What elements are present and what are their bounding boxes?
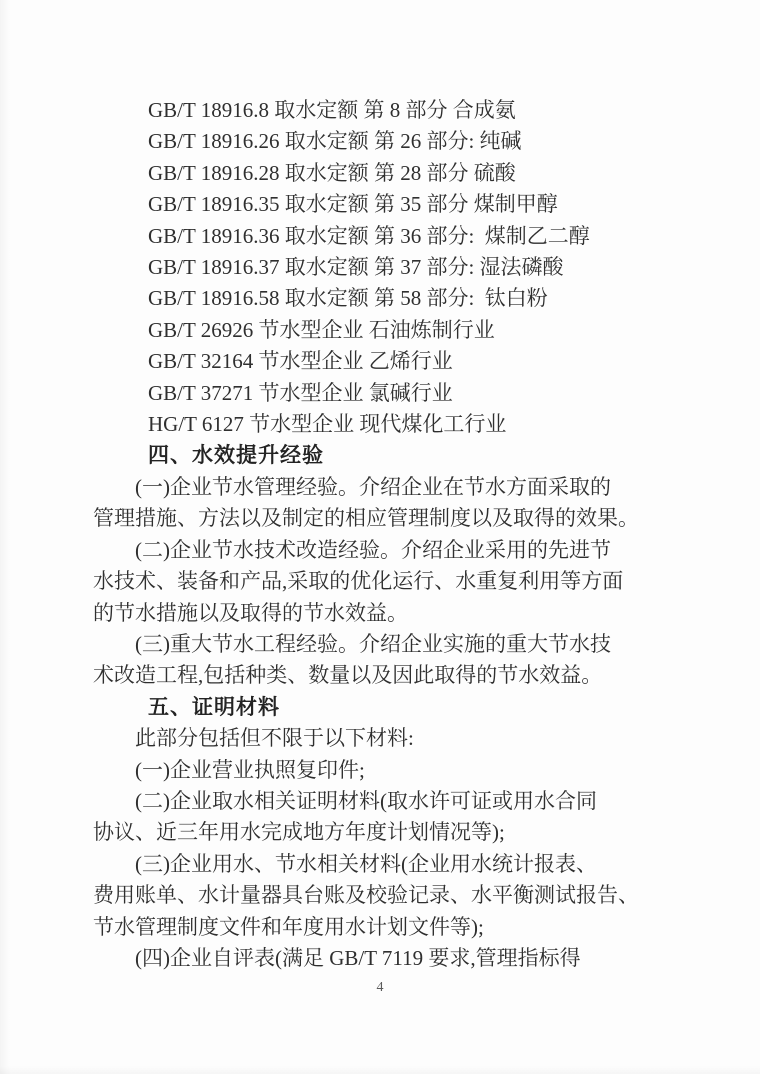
paragraph-line: 管理措施、方法以及制定的相应管理制度以及取得的效果。: [93, 506, 639, 531]
paragraph-line: 的节水措施以及取得的节水效益。: [93, 600, 408, 625]
paragraph-line: (三)企业用水、节水相关材料(企业用水统计报表、: [135, 851, 597, 876]
paragraph-line: 水技术、装备和产品,采取的优化运行、水重复利用等方面: [93, 569, 624, 594]
standard-line: HG/T 6127 节水型企业 现代煤化工行业: [148, 412, 507, 437]
standard-line: GB/T 18916.28 取水定额 第 28 部分 硫酸: [148, 160, 516, 185]
paragraph-line: 费用账单、水计量器具台账及校验记录、水平衡测试报告、: [93, 883, 639, 908]
standard-line: GB/T 18916.58 取水定额 第 58 部分: 钛白粉: [148, 286, 548, 311]
page-number: 4: [376, 980, 384, 995]
paragraph-line: (二)企业取水相关证明材料(取水许可证或用水合同: [135, 788, 597, 813]
section-heading: 五、证明材料: [148, 695, 280, 719]
paragraph-line: 此部分包括但不限于以下材料:: [135, 726, 414, 751]
paragraph-line: 节水管理制度文件和年度用水计划文件等);: [93, 914, 484, 939]
paragraph-line: (一)企业节水管理经验。介绍企业在节水方面采取的: [135, 474, 611, 499]
standard-line: GB/T 18916.8 取水定额 第 8 部分 合成氨: [148, 98, 516, 122]
standard-line: GB/T 26926 节水型企业 石油炼制行业: [148, 317, 495, 342]
paragraph-line: 协议、近三年用水完成地方年度计划情况等);: [93, 820, 505, 845]
section-heading: 四、水效提升经验: [148, 444, 324, 468]
standard-line: GB/T 18916.36 取水定额 第 36 部分: 煤制乙二醇: [148, 223, 590, 248]
standard-line: GB/T 18916.26 取水定额 第 26 部分: 纯碱: [148, 129, 522, 154]
standard-line: GB/T 18916.37 取水定额 第 37 部分: 湿法磷酸: [148, 255, 564, 280]
standard-line: GB/T 37271 节水型企业 氯碱行业: [148, 380, 453, 405]
standard-line: GB/T 32164 节水型企业 乙烯行业: [148, 349, 453, 374]
paragraph-line: (四)企业自评表(满足 GB/T 7119 要求,管理指标得: [135, 945, 581, 970]
paragraph-line: 术改造工程,包括种类、数量以及因此取得的节水效益。: [93, 663, 603, 688]
standard-line: GB/T 18916.35 取水定额 第 35 部分 煤制甲醇: [148, 192, 558, 217]
paragraph-line: (三)重大节水工程经验。介绍企业实施的重大节水技: [135, 631, 611, 656]
paragraph-line: (二)企业节水技术改造经验。介绍企业采用的先进节: [135, 537, 611, 562]
document-body: [93, 95, 678, 974]
paragraph-line: (一)企业营业执照复印件;: [135, 757, 365, 782]
